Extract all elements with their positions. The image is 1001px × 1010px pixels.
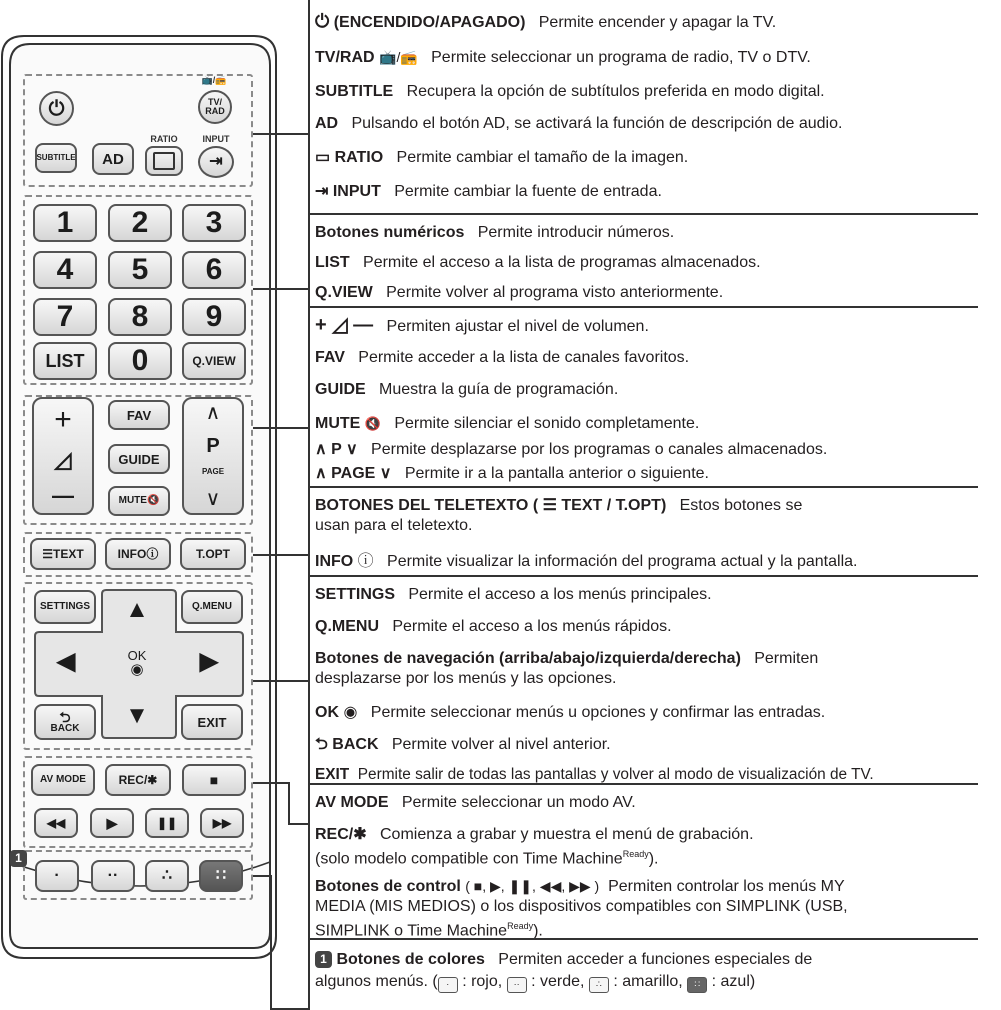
desc-control <box>315 877 845 896</box>
qmenu-button[interactable]: Q.MENU <box>181 590 243 624</box>
teletext-desc-1: Estos botones se <box>679 497 803 514</box>
rec-desc: Comienza a grabar y muestra el menú de grabación. <box>379 826 754 843</box>
power-name: (ENCENDIDO/APAGADO) <box>333 14 526 31</box>
number-button-6[interactable]: 6 <box>182 251 246 289</box>
settings-name: SETTINGS <box>315 586 396 603</box>
avmode-name: AV MODE <box>315 794 389 811</box>
number-button-8[interactable]: 8 <box>108 298 172 336</box>
ratio-desc: Permite cambiar el tamaño de la imagen. <box>396 149 689 166</box>
desc-nav-cont: desplazarse por los menús y las opciones. <box>315 670 617 687</box>
mute-name: MUTE <box>315 415 361 432</box>
volume-down-icon: — <box>52 483 74 508</box>
avmode-button[interactable]: AV MODE <box>31 764 95 796</box>
description-panel <box>308 0 1000 1010</box>
leader-line-6b <box>288 782 290 824</box>
arrow-right-icon: ▶ <box>199 648 219 675</box>
ratio-button[interactable] <box>145 146 183 176</box>
desc-back <box>315 735 611 754</box>
qview-name: Q.VIEW <box>315 284 373 301</box>
leader-line-7b <box>270 875 272 1010</box>
desc-ok <box>315 703 825 722</box>
tvrad-desc: Permite seleccionar un programa de radio, TV o DTV. <box>431 49 811 66</box>
settings-button[interactable]: SETTINGS <box>34 590 96 624</box>
power-icon: ⏻ <box>315 11 330 31</box>
mute-button[interactable]: MUTE🔇 <box>108 486 170 516</box>
info-name: INFO <box>315 553 354 570</box>
ad-button[interactable]: AD <box>92 143 134 175</box>
control-desc-3-end: ). <box>533 922 543 940</box>
ad-name: AD <box>315 115 339 132</box>
settings-desc: Permite el acceso a los menús principales. <box>408 586 712 603</box>
ratio-icon <box>153 152 175 170</box>
desc-nav <box>315 649 818 668</box>
desc-settings <box>315 585 712 604</box>
control-icons: ( ■, ▶, ❚❚, ◀◀, ▶▶ ) <box>465 878 600 894</box>
list-desc: Permite el acceso a la lista de programas almacenados. <box>363 254 761 271</box>
desc-colors <box>315 950 812 969</box>
qmenu-name: Q.MENU <box>315 618 379 635</box>
stop-button[interactable] <box>182 764 246 796</box>
one-dot-icon: · <box>54 867 60 884</box>
chevron-up-icon: ∧ <box>205 402 221 424</box>
desc-control-3 <box>315 917 543 940</box>
tvrad-button[interactable]: TV/ RAD <box>198 90 232 124</box>
volume-up-icon: + <box>54 403 72 436</box>
volume-icons: + ◿ — <box>315 314 374 336</box>
arrow-down-icon: ▼ <box>125 702 149 729</box>
remote-control-illustration <box>0 0 300 1010</box>
exit-name: EXIT <box>315 766 350 783</box>
back-button-label: BACK <box>50 723 80 734</box>
color-red: : rojo, <box>462 973 503 990</box>
play-button[interactable] <box>90 808 134 838</box>
leader-line-2 <box>253 288 310 290</box>
input-icon: ⇥ <box>315 183 329 200</box>
two-dots-icon: ·· <box>107 867 119 884</box>
volume-rocker[interactable] <box>32 397 94 515</box>
nav-up-button[interactable] <box>108 592 166 628</box>
numbers-name: Botones numéricos <box>315 224 465 241</box>
section-numbers <box>310 213 978 311</box>
ok-name: OK <box>315 704 339 721</box>
nav-name: Botones de navegación (arriba/abajo/izquierda/derecha) <box>315 650 741 667</box>
input-button[interactable] <box>198 146 234 178</box>
color-green: : verde, <box>531 973 585 990</box>
back-desc: Permite volver al nivel anterior. <box>391 736 611 753</box>
rewind-icon: ◀◀ <box>46 816 66 830</box>
rewind-button[interactable] <box>34 808 78 838</box>
three-dots-icon: ∴ <box>161 867 173 884</box>
pause-icon: ❚❚ <box>156 816 178 830</box>
desc-teletext-cont: usan para el teletexto. <box>315 517 473 534</box>
desc-rec-note <box>315 845 659 868</box>
red-dot-icon: · <box>438 977 458 993</box>
tvrad-icon: 📺/📻 <box>201 75 227 85</box>
info-button-label: INFO <box>117 547 147 561</box>
desc-exit <box>315 765 874 784</box>
ok-button[interactable] <box>108 640 166 686</box>
qmenu-desc: Permite el acceso a los menús rápidos. <box>392 618 672 635</box>
number-button-0[interactable]: 0 <box>108 342 172 380</box>
list-name: LIST <box>315 254 350 271</box>
colors-name: Botones de colores <box>336 951 485 968</box>
arrow-left-icon: ◀ <box>56 648 76 675</box>
ratio-name: RATIO <box>334 149 384 166</box>
color-group-badge: 1 <box>10 850 27 867</box>
desc-mute <box>315 414 699 433</box>
yellow-dot-icon: ∴ <box>589 977 609 993</box>
color-yellow: : amarillo, <box>613 973 683 990</box>
subtitle-desc: Recupera la opción de subtítulos preferida en modo digital. <box>406 83 825 100</box>
fav-desc: Permite acceder a la lista de canales favoritos. <box>358 349 690 366</box>
rec-note-end: ). <box>648 850 659 868</box>
fav-button[interactable]: FAV <box>108 400 170 430</box>
rec-note-sup: Ready <box>622 849 649 859</box>
leader-line-6c <box>288 823 310 825</box>
desc-power <box>315 12 776 32</box>
rec-note-text: (solo modelo compatible con Time Machine <box>315 850 623 868</box>
info-desc: Permite visualizar la información del programa actual y la pantalla. <box>387 553 858 570</box>
page-name: ∧ PAGE ∨ <box>315 465 392 482</box>
power-button[interactable] <box>39 91 74 126</box>
desc-avmode <box>315 793 636 812</box>
desc-ratio <box>315 148 688 167</box>
mute-icon: 🔇 <box>364 416 381 431</box>
desc-subtitle <box>315 82 825 101</box>
program-desc: Permite desplazarse por los programas o canales almacenados. <box>371 441 828 458</box>
guide-desc: Muestra la guía de programación. <box>379 381 619 398</box>
page-desc: Permite ir a la pantalla anterior o siguiente. <box>404 465 709 482</box>
ok-icon: ◉ <box>343 704 358 721</box>
topt-button[interactable]: T.OPT <box>180 538 246 570</box>
desc-guide <box>315 380 618 399</box>
blue-dot-icon: ∷ <box>687 977 707 993</box>
section-power-input <box>310 0 978 218</box>
section-colors <box>310 938 978 1010</box>
guide-button[interactable]: GUIDE <box>108 444 170 474</box>
number-button-4[interactable]: 4 <box>33 251 97 289</box>
leader-line-1 <box>253 133 310 135</box>
number-button-7[interactable]: 7 <box>33 298 97 336</box>
leader-line-3 <box>253 427 310 429</box>
color-blue: : azul) <box>711 973 756 990</box>
qview-desc: Permite volver al programa visto anteriormente. <box>386 284 724 301</box>
section-playback <box>310 783 978 940</box>
fast-forward-icon: ▶▶ <box>212 816 232 830</box>
program-name: ∧ P ∨ <box>315 441 358 458</box>
colors-desc-2: algunos menús. ( <box>315 973 438 990</box>
section-volume <box>310 306 978 491</box>
yellow-button[interactable] <box>145 860 189 892</box>
number-button-2[interactable]: 2 <box>108 204 172 242</box>
power-desc: Permite encender y apagar la TV. <box>538 14 777 31</box>
volume-icon: ◿ <box>54 447 72 472</box>
back-arrow-icon: ⮌ <box>315 736 328 753</box>
input-desc: Permite cambiar la fuente de entrada. <box>394 183 662 200</box>
subtitle-name: SUBTITLE <box>315 83 394 100</box>
input-caption: INPUT <box>202 134 230 144</box>
desc-fav <box>315 348 689 367</box>
mute-desc: Permite silenciar el sonido completamente. <box>394 415 700 432</box>
arrow-up-icon: ▲ <box>125 596 149 623</box>
tvrad-name: TV/RAD <box>315 49 375 66</box>
rec-name: REC/✱ <box>315 826 367 843</box>
control-desc-1: Permiten controlar los menús MY <box>608 878 845 895</box>
nav-down-button[interactable] <box>108 698 166 734</box>
leader-line-7a <box>253 875 271 877</box>
leader-line-6a <box>253 782 289 784</box>
subtitle-button[interactable]: SUBTITLE <box>35 143 77 173</box>
back-arrow-icon: ⮌ <box>59 709 71 725</box>
nav-left-button[interactable] <box>40 640 92 684</box>
rec-button[interactable]: REC/✱ <box>105 764 171 796</box>
section-navigation <box>310 575 978 785</box>
page-label: PAGE <box>201 467 225 477</box>
back-name: BACK <box>332 736 379 753</box>
number-button-3[interactable]: 3 <box>182 204 246 242</box>
desc-tvrad <box>315 48 811 67</box>
exit-desc: Permite salir de todas las pantallas y volver al modo de visualización de TV. <box>357 766 874 783</box>
list-button[interactable]: LIST <box>33 342 97 380</box>
desc-ad <box>315 114 842 133</box>
number-button-9[interactable]: 9 <box>182 298 246 336</box>
desc-input <box>315 182 662 201</box>
desc-rec <box>315 825 754 844</box>
desc-colors-2 <box>315 972 755 993</box>
fav-name: FAV <box>315 349 345 366</box>
stop-icon: ■ <box>209 772 219 788</box>
chevron-down-icon: ∨ <box>205 487 221 510</box>
info-icon: ⓘ <box>146 547 159 561</box>
desc-numbers <box>315 223 674 242</box>
info-button[interactable] <box>105 538 171 570</box>
back-button[interactable] <box>34 704 96 740</box>
control-name: Botones de control <box>315 878 461 895</box>
green-button[interactable] <box>91 860 135 892</box>
number-button-1[interactable]: 1 <box>33 204 97 242</box>
leader-line-4 <box>253 554 310 556</box>
green-dot-icon: ·· <box>507 977 527 993</box>
teletext-name: BOTONES DEL TELETEXTO ( ☰ TEXT / T.OPT) <box>315 497 667 514</box>
numbers-desc: Permite introducir números. <box>477 224 675 241</box>
nav-desc-1: Permiten <box>754 650 819 667</box>
control-desc-3: SIMPLINK o Time Machine <box>315 922 508 940</box>
colors-desc-1: Permiten acceder a funciones especiales de <box>498 951 813 968</box>
avmode-desc: Permite seleccionar un modo AV. <box>401 794 636 811</box>
tvrad-icon: 📺/📻 <box>379 49 418 65</box>
color-group-badge: 1 <box>315 951 332 968</box>
ad-desc: Pulsando el botón AD, se activará la función de descripción de audio. <box>351 115 843 132</box>
input-icon: ⇥ <box>209 153 223 170</box>
guide-name: GUIDE <box>315 381 366 398</box>
ok-button-label: OK <box>127 648 147 663</box>
desc-program <box>315 440 827 459</box>
section-teletext <box>310 486 978 578</box>
control-sup: Ready <box>507 921 534 931</box>
program-rocker[interactable] <box>182 397 244 515</box>
desc-qview <box>315 283 723 302</box>
blue-button[interactable] <box>199 860 243 892</box>
number-button-5[interactable]: 5 <box>108 251 172 289</box>
red-button[interactable] <box>35 860 79 892</box>
ratio-icon: ▭ <box>315 149 331 166</box>
ratio-caption: RATIO <box>150 134 178 144</box>
input-name: INPUT <box>332 183 381 200</box>
power-icon: ⏻ <box>48 97 65 120</box>
desc-qmenu <box>315 617 672 636</box>
nav-right-button[interactable] <box>183 640 235 684</box>
desc-teletext <box>315 496 802 515</box>
info-icon: ⓘ <box>357 553 374 570</box>
ok-desc: Permite seleccionar menús u opciones y confirmar las entradas. <box>370 704 826 721</box>
text-button[interactable] <box>30 538 96 570</box>
volume-desc: Permiten ajustar el nivel de volumen. <box>386 318 649 335</box>
exit-button[interactable]: EXIT <box>181 704 243 740</box>
desc-list <box>315 253 761 272</box>
ok-icon: ◉ <box>130 661 144 678</box>
leader-line-5 <box>253 680 310 682</box>
four-dots-icon: ∷ <box>215 867 227 884</box>
text-button-label: TEXT <box>53 547 84 561</box>
program-label: P <box>206 434 220 457</box>
fast-forward-button[interactable] <box>200 808 244 838</box>
qview-button[interactable]: Q.VIEW <box>182 342 246 380</box>
desc-page <box>315 464 709 483</box>
desc-volume <box>315 316 649 336</box>
desc-info <box>315 552 857 571</box>
text-icon: ☰ <box>42 547 54 561</box>
pause-button[interactable] <box>145 808 189 838</box>
desc-control-2: MEDIA (MIS MEDIOS) o los dispositivos compatibles con SIMPLINK (USB, <box>315 898 848 915</box>
play-icon: ▶ <box>106 815 118 831</box>
